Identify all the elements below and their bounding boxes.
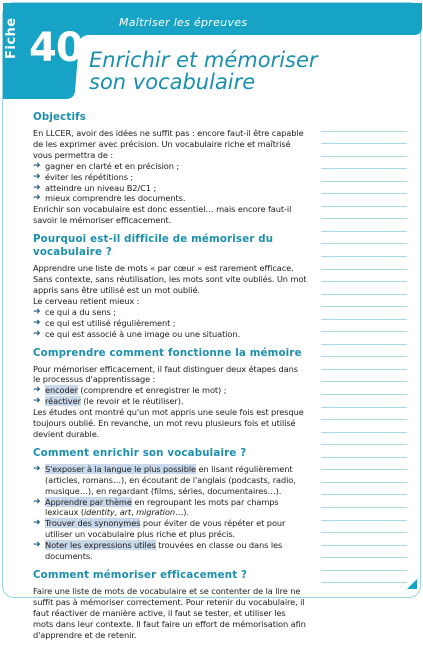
example-term: identity [83, 507, 115, 518]
page-title-line1: Enrichir et mémoriser [89, 48, 318, 72]
paragraph: Les études ont montré qu'un mot appris une seule fois est presque toujours oublié. En revanche, un mot revu plusieurs fois et utilisé devient durable. [33, 407, 304, 439]
note-line [321, 244, 407, 257]
highlighted-term: encoder [45, 385, 78, 396]
note-line [321, 445, 407, 458]
main-content [33, 111, 307, 648]
note-line [321, 144, 407, 157]
note-line [321, 157, 407, 170]
section-title: Objectifs [33, 112, 87, 123]
page-title [89, 49, 318, 93]
note-line [321, 332, 407, 345]
highlighted-term: Trouver des synonymes [45, 518, 141, 529]
highlighted-term: S'exposer à la langue le plus possible [45, 463, 197, 474]
section-title: Pourquoi est-il difficile de mémoriser du vocabulaire ? [33, 234, 274, 259]
right-arrow-icon: ➜ [33, 540, 41, 551]
note-line [321, 483, 407, 496]
list-item: ➜ ce qui est utilisé régulièrement ; [33, 317, 176, 328]
right-arrow-icon: ➜ [33, 463, 41, 474]
list-item: ➜ atteindre un niveau B2/C1 ; [33, 182, 157, 193]
note-line [321, 370, 407, 383]
right-arrow-icon: ➜ [33, 171, 41, 182]
highlighted-term: réactiver [45, 396, 81, 407]
section-band-label: Maîtriser les épreuves [119, 16, 248, 29]
fiche-number: 40 [29, 25, 83, 71]
list-item: ➜ Trouver des synonymes pour éviter de vous répéter et pour utiliser un vocabulaire plus riche et plus précis. [33, 518, 286, 540]
right-arrow-icon: ➜ [33, 193, 41, 204]
list-item: ➜ encoder (comprendre et enregistrer le mot) ; [33, 385, 227, 396]
section-objectifs [33, 111, 307, 226]
note-line [321, 558, 407, 571]
note-line [321, 521, 407, 534]
fiche-card [2, 2, 421, 640]
right-arrow-icon: ➜ [33, 182, 41, 193]
note-line [321, 307, 407, 320]
note-line [321, 295, 407, 308]
note-line [321, 270, 407, 283]
list-item: ➜ éviter les répétitions ; [33, 171, 134, 182]
right-arrow-icon: ➜ [33, 328, 41, 339]
right-arrow-icon: ➜ [33, 396, 41, 407]
note-line [321, 395, 407, 408]
note-line [321, 508, 407, 521]
list-item: ➜ ce qui est associé à une image ou une situation. [33, 328, 241, 339]
paragraph: Enrichir son vocabulaire est donc essentiel… mais encore faut-il savoir le mémoriser efficacement. [33, 204, 292, 226]
list-item: ➜ mieux comprendre les documents. [33, 193, 186, 204]
paragraph: Le cerveau retient mieux : [33, 295, 140, 306]
paragraph: Faire une liste de mots de vocabulaire et se contenter de la lire ne suffit pas à mémoriser correctement. Pour retenir du vocabulaire, il faut réactiver de manière active, il faut se tester, et utiliser les mots dans leur contexte. Il faut faire un effort de mémorisation afin d'apprendre et de retenir. [33, 586, 306, 640]
right-arrow-icon: ➜ [33, 496, 41, 507]
section-comprendre [33, 347, 307, 440]
note-line [321, 495, 407, 508]
note-line [321, 382, 407, 395]
section-title: Comment enrichir son vocabulaire ? [33, 447, 247, 459]
section-enrichir [33, 447, 307, 562]
section-pourquoi [33, 233, 307, 339]
corner-tab-icon [407, 579, 417, 589]
note-line [321, 458, 407, 471]
note-line [321, 546, 407, 559]
note-line [321, 433, 407, 446]
section-title: Comment mémoriser efficacement ? [33, 570, 248, 581]
note-line [321, 533, 407, 546]
section-memoriser [33, 569, 307, 641]
paragraph: Apprendre une liste de mots « par cœur » est rarement efficace. Sans contexte, sans réutilisation, les mots sont vite oubliés. Un mot appris sans être utilisé est un mot oublié. [33, 263, 307, 295]
example-term: art [119, 507, 132, 518]
note-line [321, 345, 407, 358]
list-item: ➜ gagner en clarté et en précision ; [33, 160, 180, 171]
note-line [321, 132, 407, 145]
paragraph: En LLCER, avoir des idées ne suffit pas : encore faut-il être capable de les exprimer avec précision. Un vocabulaire riche et maîtrisé vous permettra de : [33, 128, 304, 160]
example-term: migration [136, 507, 176, 518]
right-arrow-icon: ➜ [33, 160, 41, 171]
note-line [321, 182, 407, 195]
header-banner [3, 3, 420, 99]
note-line [321, 320, 407, 333]
note-line [321, 207, 407, 220]
paragraph: Pour mémoriser efficacement, il faut distinguer deux étapes dans le processus d'apprentissage : [33, 363, 298, 385]
highlighted-term: Noter les expressions utiles [45, 540, 156, 551]
note-line [321, 357, 407, 370]
note-line [321, 571, 407, 584]
note-line [321, 169, 407, 182]
right-arrow-icon: ➜ [33, 385, 41, 396]
list-item: ➜ réactiver (le revoir et le réutiliser). [33, 396, 184, 407]
note-line [321, 282, 407, 295]
right-arrow-icon: ➜ [33, 306, 41, 317]
section-title: Comprendre comment fonctionne la mémoire [33, 347, 302, 359]
note-line [321, 420, 407, 433]
right-arrow-icon: ➜ [33, 317, 41, 328]
note-line [321, 408, 407, 421]
note-line [321, 470, 407, 483]
list-item: ➜ S'exposer à la langue le plus possible en lisant régulièrement (articles, romans…), en écoutant de l'anglais (podcasts, radio, musique…), en regardant (films, séries, documentaires…). [33, 463, 296, 496]
note-line [321, 257, 407, 270]
list-item: ➜ Apprendre par thème en regroupant les mots par champs lexicaux (identity, art, migration…). [33, 496, 279, 518]
note-lines-area[interactable] [321, 119, 407, 583]
fiche-label: Fiche [4, 17, 19, 59]
note-line [321, 194, 407, 207]
list-item: ➜ Noter les expressions utiles trouvées en classe ou dans les documents. [33, 540, 283, 562]
highlighted-term: Apprendre par thème [45, 496, 132, 507]
right-arrow-icon: ➜ [33, 518, 41, 529]
note-line [321, 219, 407, 232]
note-line [321, 119, 407, 132]
list-item: ➜ ce qui a du sens ; [33, 306, 116, 317]
page-title-line2: son vocabulaire [89, 70, 256, 94]
note-line [321, 232, 407, 245]
